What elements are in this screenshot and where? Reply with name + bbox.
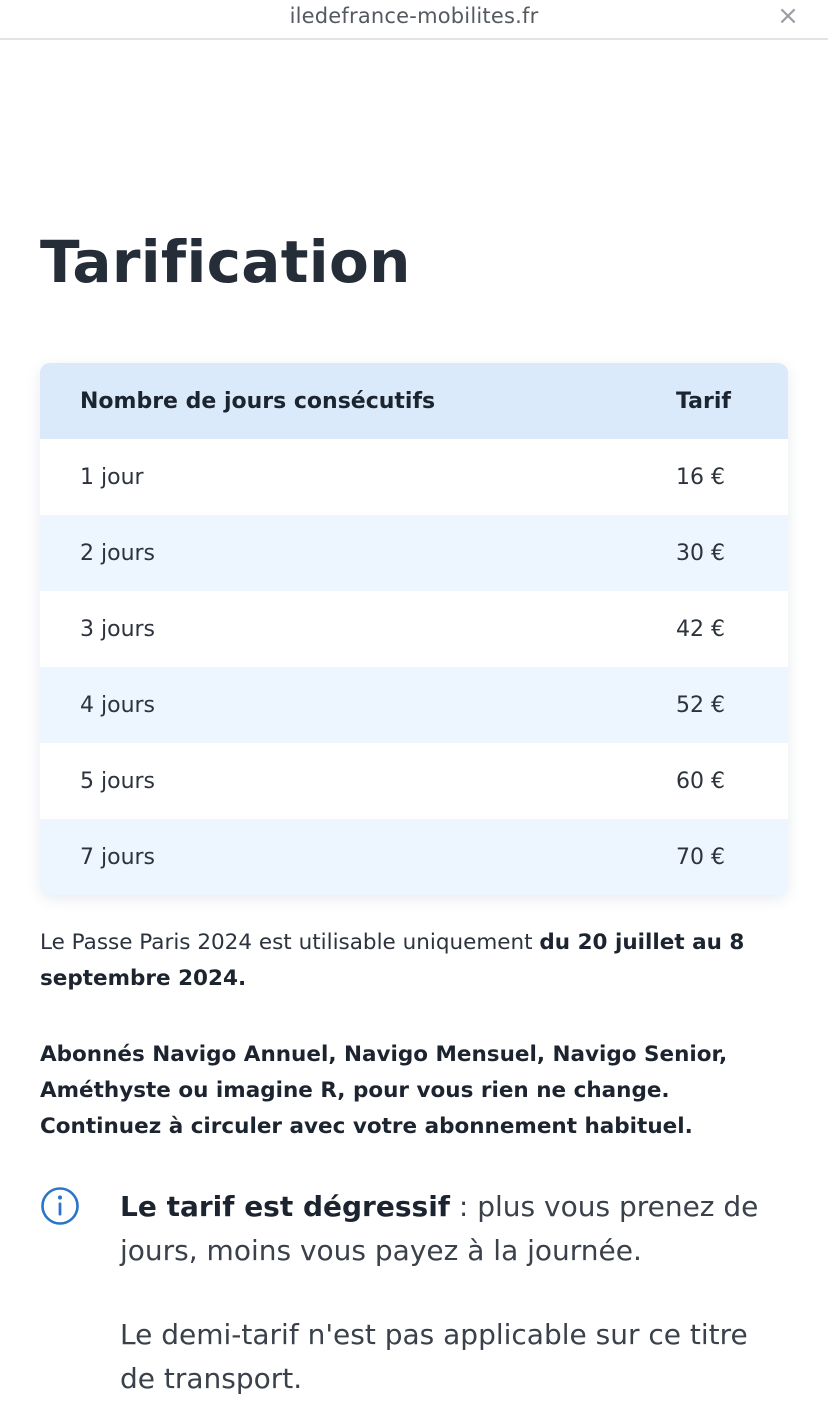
pricing-table [40, 363, 788, 895]
row-price: 60 € [676, 768, 725, 794]
table-row [40, 439, 788, 515]
degressive-note [120, 1185, 788, 1273]
row-price: 70 € [676, 844, 725, 870]
table-row [40, 591, 788, 667]
table-row [40, 515, 788, 591]
half-price-note: Le demi-tarif n'est pas applicable sur ce titre de transport. [120, 1318, 748, 1395]
page-title: Tarification [40, 228, 411, 296]
row-days: 3 jours [80, 616, 156, 642]
table-header [40, 363, 788, 439]
table-row [40, 667, 788, 743]
degressive-bold: Le tarif est dégressif [120, 1190, 450, 1223]
row-days: 4 jours [80, 692, 156, 718]
row-price: 52 € [676, 692, 725, 718]
row-days: 1 jour [80, 464, 144, 490]
row-days: 2 jours [80, 540, 156, 566]
row-days: 7 jours [80, 844, 156, 870]
row-price: 42 € [676, 616, 725, 642]
header-price: Tarif [676, 388, 731, 414]
subscribers-note: Abonnés Navigo Annuel, Navigo Mensuel, Navigo Senior, Améthyste ou imagine R, pour vous rien ne change. Continuez à circuler avec votre abonnement habituel. [40, 1042, 728, 1139]
row-price: 30 € [676, 540, 725, 566]
row-price: 16 € [676, 464, 725, 490]
row-days: 5 jours [80, 768, 156, 794]
close-icon[interactable]: × [777, 1, 799, 31]
validity-suffix: . [237, 966, 247, 991]
domain-label: iledefrance-mobilites.fr [289, 4, 539, 28]
validity-note [40, 925, 788, 997]
table-row [40, 743, 788, 819]
table-row [40, 819, 788, 895]
header-days: Nombre de jours consécutifs [80, 388, 436, 414]
validity-dates: du 20 juillet au 8 septembre 2024 [40, 930, 745, 991]
validity-prefix: Le Passe Paris 2024 est utilisable uniquement [40, 930, 540, 955]
browser-topbar [0, 0, 828, 40]
info-icon [40, 1186, 80, 1226]
degressive-text: : plus vous prenez de jours, moins vous payez à la journée. [120, 1190, 759, 1267]
